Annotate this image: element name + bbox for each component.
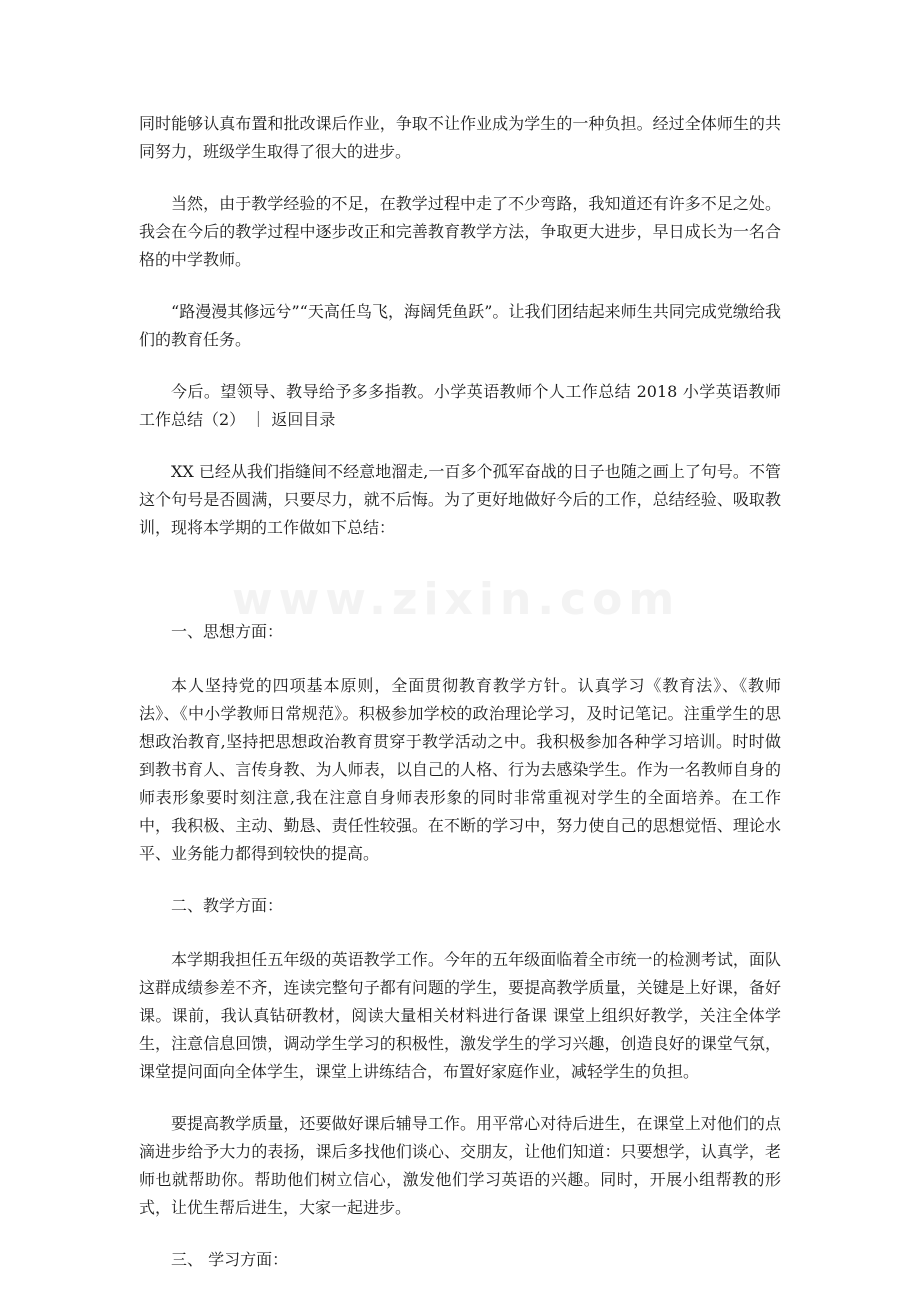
paragraph-quote: “路漫漫其修远兮”“天高任鸟飞，海阔凭鱼跃”。让我们团结起来师生共同完成党缴给我们的教育任务。 <box>139 302 781 349</box>
paragraph-thought: 本人坚持党的四项基本原则，全面贯彻教育教学方针。认真学习《教育法》、《教师法》、《中小学教师日常规范》。积极参加学校的政治理论学习，及时记笔记。注重学生的思想政治教育,坚持把思想政治教育贯穿于教学活动之中。我积极参加各种学习培训。时时做到教书育人、言传身教、为人师表，以自己的人格、行为去感染学生。作为一名教师自身的师表形象要时刻注意,我在注意自身师表形象的同时非常重视对学生的全面培养。在工作中，我积极、主动、勤恳、责任性较强。在不断的学习中，努力使自己的思想觉悟、理论水平、业务能力都得到较快的提高。 <box>139 676 781 863</box>
document-body <box>139 110 781 1300</box>
paragraph-tutoring: 要提高教学质量，还要做好课后辅导工作。用平常心对待后进生，在课堂上对他们的点滴进步给予大力的表扬，课后多找他们谈心、交朋友，让他们知道：只要想学，认真学，老师也就帮助你。帮助他们树立信心，激发他们学习英语的兴趣。同时，开展小组帮教的形式，让优生帮后进生，大家一起进步。 <box>139 1114 781 1217</box>
section-heading-teaching: 二、教学方面： <box>171 896 284 915</box>
paragraph-reflection: 当然，由于教学经验的不足，在教学过程中走了不少弯路，我知道还有许多不足之处。我会在今后的教学过程中逐步改正和完善教育教学方法，争取更大进步，早日成长为一名合格的中学教师。 <box>139 194 781 269</box>
blank-spacer <box>139 566 781 618</box>
watermark: www.zixin.com <box>232 574 681 625</box>
section-heading-study: 三、 学习方面： <box>171 1250 289 1269</box>
paragraph-closing-link: 今后。望领导、教导给予多多指教。小学英语教师个人工作总结 2018 小学英语教师工作总结（2） ｜ 返回目录 <box>139 382 781 429</box>
paragraph-continuation: 同时能够认真布置和批改课后作业，争取不让作业成为学生的一种负担。经过全体师生的共同努力，班级学生取得了很大的进步。 <box>139 114 781 161</box>
paragraph-teaching: 本学期我担任五年级的英语教学工作。今年的五年级面临着全市统一的检测考试，面队这群成绩参差不齐，连读完整句子都有问题的学生，要提高教学质量，关键是上好课，备好课。课前，我认真钻研教材，阅读大量相关材料进行备课 课堂上组织好教学，关注全体学生，注意信息回馈，调动学生学习的积极性，激发学生的学习兴趣，创造良好的课堂气氛，课堂提问面向全体学生，课堂上讲练结合，布置好家庭作业，减轻学生的负担。 <box>139 950 781 1081</box>
section-heading-thought: 一、思想方面： <box>171 622 284 641</box>
paragraph-intro: XX 已经从我们指缝间不经意地溜走,一百多个孤军奋战的日子也随之画上了句号。不管这个句号是否圆满，只要尽力，就不后悔。为了更好地做好今后的工作，总结经验、吸取教训，现将本学期的工作做如下总结： <box>139 462 781 537</box>
